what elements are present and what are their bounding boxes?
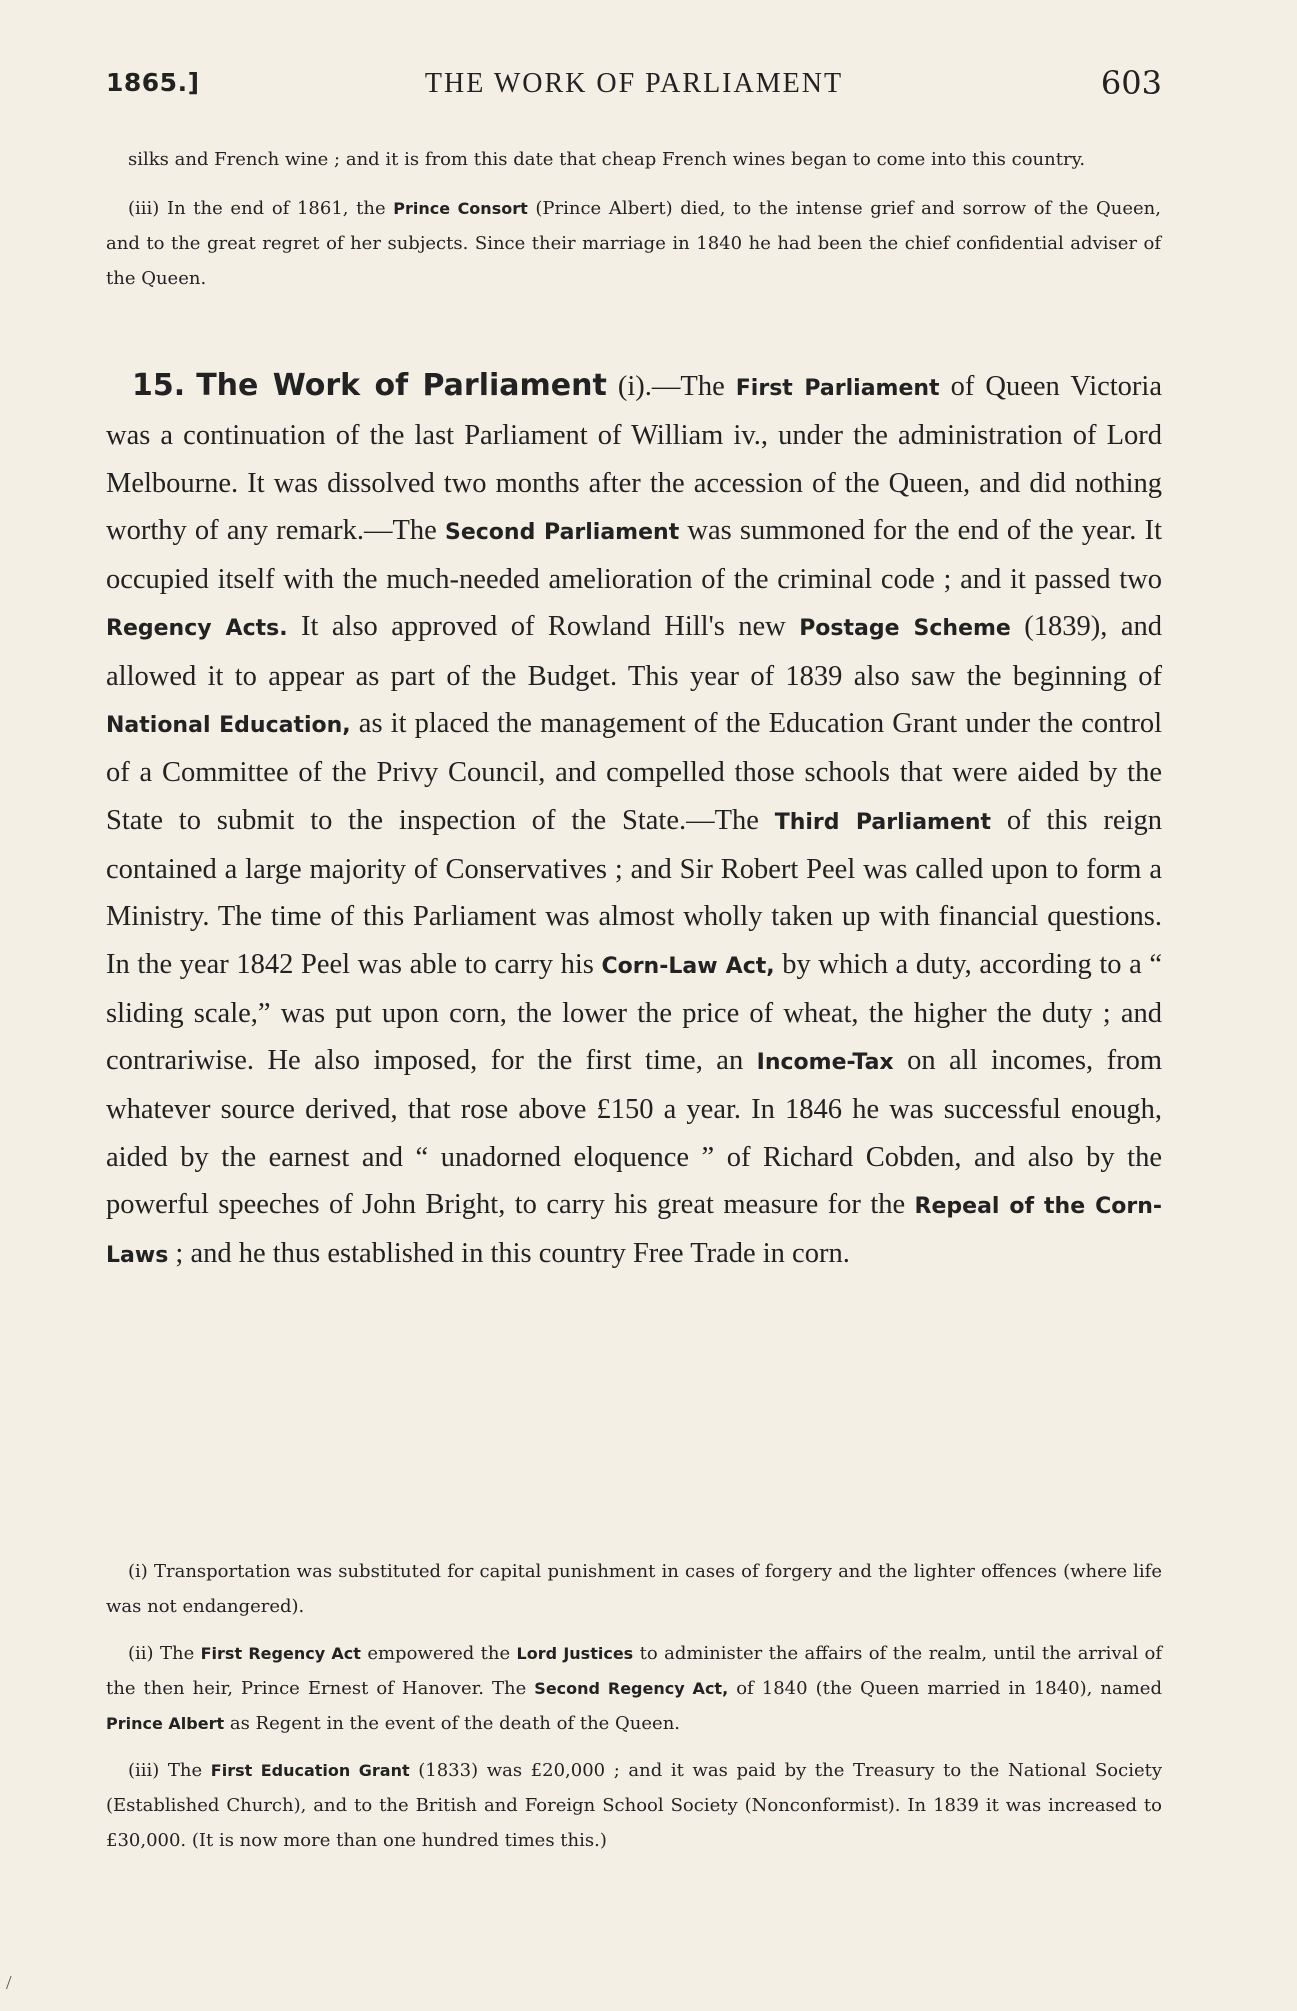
text-run: (i) Transportation was substituted for capital punishment in cases of forgery and the lighter offences (where life was not endangered).: [106, 1561, 1162, 1617]
bold-term: Second Parliament: [444, 519, 680, 545]
text-run: (1833) was £20,000 ; and it was paid by the Treasury to the National Society (Established Church), and to the British and Foreign School Society (Nonconformist). In 1839 it was increased to £30,000. (It is now more than one hundred times this.): [106, 1760, 1163, 1851]
text-run: ; and he thus established in this country Free Trade in corn.: [168, 1238, 850, 1270]
section-number: 15.: [132, 368, 186, 403]
top-note-1: [106, 142, 1161, 177]
bold-term: First Parliament: [735, 376, 940, 401]
text-run: It also approved of Rowland Hill's new: [287, 611, 800, 643]
bottom-note-1: [106, 1554, 1162, 1624]
text-run: silks and French wine ; and it is from this date that cheap French wines began to come into this country.: [128, 149, 1086, 170]
running-head-year: 1865.]: [106, 68, 200, 97]
text-run: (i).—The: [606, 371, 736, 402]
text-run: of this reign contained a large majority of Conservatives ; and Sir Robert Peel was called upon to form a Ministry. The time of this Parliament was almost wholly taken up with financial questions. In the year 1842 Peel was able to carry his: [106, 804, 1162, 980]
bold-term: Third Parliament: [774, 809, 992, 835]
text-run: as it placed the management of the Education Grant under the control of a Committee of the Privy Council, and compelled those schools that were aided by the State to submit to the inspection of the State.—The: [106, 708, 1163, 836]
bold-term: National Education,: [106, 713, 351, 739]
text-run: (Prince Albert) died, to the intense grief and sorrow of the Queen, and to the great regret of her subjects. Since their marriage in 1840 he had been the chief confidential adviser of the Queen.: [106, 198, 1161, 289]
text-run: of 1840 (the Queen married in 1840), named: [728, 1678, 1162, 1699]
page-edge-mark: /: [6, 1972, 12, 1994]
text-run: (1839), and allowed it to appear as part of the Budget. This year of 1839 also saw the beginning of: [106, 611, 1162, 692]
bold-term: Income-Tax: [756, 1050, 894, 1076]
top-footnotes: [106, 142, 1161, 296]
text-run: of Queen Victoria was a continuation of the last Parliament of William iv., under the administration of Lord Melbourne. It was dissolved two months after the accession of the Queen, and did nothing worthy of any remark.—The: [106, 371, 1162, 546]
section-body: [106, 371, 1162, 1269]
bold-term: Prince Albert: [106, 1714, 225, 1733]
text-run: was summoned for the end of the year. It occupied itself with the much-needed amelioration of the criminal code ; and it passed two: [106, 514, 1162, 596]
text-run: by which a duty, according to a “ sliding scale,” was put upon corn, the lower the price of wheat, the higher the duty ; and contrariwise. He also imposed, for the first time, an: [106, 948, 1162, 1077]
text-run: as Regent in the event of the death of the Queen.: [224, 1713, 681, 1734]
bottom-note-3: [106, 1753, 1162, 1858]
bold-term: Lord Justices: [516, 1644, 634, 1663]
running-head: [106, 64, 1162, 108]
section-paragraph: [106, 362, 1162, 1280]
text-run: (iii) In the end of 1861, the: [128, 198, 394, 219]
bold-term: Postage Scheme: [799, 616, 1011, 642]
text-run: (iii) The: [128, 1760, 211, 1781]
bold-term: Second Regency Act,: [534, 1679, 729, 1698]
text-run: on all incomes, from whatever source derived, that rose above £150 a year. In 1846 he was successful enough, aided by the earnest and “ unadorned eloquence ” of Richard Cobden, and also by the powerful speeches of John Bright, to carry his great measure for the: [106, 1045, 1162, 1221]
bold-term: Prince Consort: [393, 199, 528, 218]
bold-term: Repeal of the Corn-Laws: [106, 1194, 1162, 1269]
page-number: 603: [1100, 64, 1162, 102]
bold-term: First Education Grant: [210, 1761, 410, 1780]
bottom-footnotes: [106, 1554, 1162, 1858]
bold-term: First Regency Act: [200, 1644, 361, 1663]
text-run: to administer the affairs of the realm, until the arrival of the then heir, Prince Ernest of Hanover. The: [106, 1643, 1162, 1699]
bold-term: Regency Acts.: [106, 616, 288, 642]
bottom-note-2: [106, 1636, 1162, 1741]
bold-term: Corn-Law Act,: [601, 953, 775, 979]
text-run: empowered the: [360, 1643, 517, 1664]
top-note-2: [106, 191, 1161, 296]
text-run: (ii) The: [128, 1643, 201, 1664]
section-heading: The Work of Parliament: [196, 368, 607, 403]
running-head-title: THE WORK OF PARLIAMENT: [424, 68, 844, 99]
main-text: [106, 362, 1162, 1280]
